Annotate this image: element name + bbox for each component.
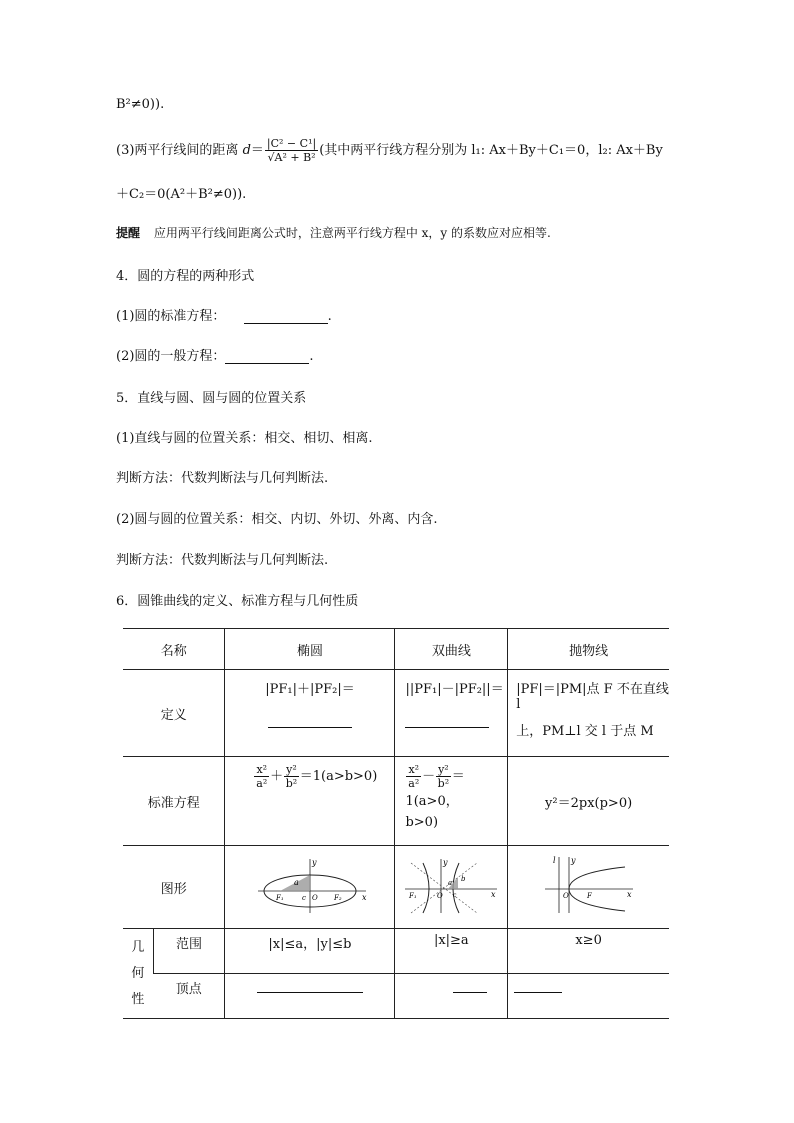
tip-text: 应用两平行线间距离公式时，注意两平行线方程中 x，y 的系数应对应相等. [153, 226, 551, 240]
item-3-rest: (其中两平行线方程分别为 l₁: Ax＋By＋C₁＝0，l₂: Ax＋By [319, 143, 663, 158]
svg-text:x: x [491, 890, 496, 899]
svg-text:F: F [586, 892, 592, 900]
parabola-definition-line-2: 上，PM⊥l 交 l 于点 M [516, 724, 654, 739]
svg-text:O: O [437, 892, 444, 900]
header-hyperbola: 双曲线 [395, 629, 508, 670]
standard-ellipse: $\frac{\text{x²}}{\text{a²}}$ ＋ $\frac{\text{y²}}{\text{b²}}$ ＝1(a>b>0) [225, 757, 395, 846]
section-5-method-1: 判断方法：代数判断法与几何判断法. [116, 471, 329, 486]
definition-row [123, 670, 669, 757]
range-label: 范围 [153, 929, 225, 974]
geometric-properties-label [123, 929, 153, 1019]
svg-text:l: l [552, 856, 556, 865]
svg-text:F₂: F₂ [333, 894, 342, 902]
vertex-hyperbola-blank [453, 992, 487, 993]
vertex-parabola-blank [514, 992, 562, 993]
ellipse-definition-blank [268, 727, 352, 728]
hyperbola-y-frac: $\frac{\text{y²}}{\text{b²}}$ [437, 763, 450, 790]
standard-hyperbola: $\frac{\text{x²}}{\text{a²}}$ － $\frac{\text{y²}}{\text{b²}}$ ＝1(a>0， b>0) [395, 757, 508, 846]
item-3-lead: (3)两平行线间的距离 [116, 143, 239, 158]
svg-text:O: O [311, 894, 318, 902]
top-fragment: B²≠0)). [116, 97, 165, 112]
ellipse-y-frac: $\frac{\text{y²}}{\text{b²}}$ [285, 763, 298, 790]
table-header-row [123, 629, 669, 670]
section-5-item-1: (1)直线与圆的位置关系：相交、相切、相离. [116, 431, 373, 446]
definition-ellipse [225, 670, 395, 757]
parabola-figure [539, 855, 639, 915]
fraction-denominator: √A² + B² [267, 151, 316, 164]
hyperbola-figure-cell [395, 846, 508, 929]
general-equation-label: (2)圆的一般方程： [116, 349, 226, 364]
hyperbola-definition-text: ||PF₁|－|PF₂||＝ [405, 682, 504, 697]
hyperbola-x-frac: $\frac{\text{x²}}{\text{a²}}$ [408, 763, 420, 790]
section-5-method-2: 判断方法：代数判断法与几何判断法. [116, 553, 329, 568]
ellipse-equation-tail: ＝1(a>b>0) [299, 769, 378, 784]
standard-equation-row [123, 757, 669, 846]
general-equation-blank [225, 363, 309, 364]
hyperbola-equation-cont: b>0) [405, 815, 439, 830]
parabola-figure-cell [508, 846, 669, 929]
vertex-hyperbola [395, 974, 508, 1019]
header-name: 名称 [123, 629, 225, 670]
fraction-numerator: |C² − C¹| [266, 137, 317, 150]
standard-equation-label-cell: 标准方程 [123, 757, 225, 846]
distance-fraction [265, 137, 318, 164]
distance-variable: d [242, 143, 251, 158]
definition-label: 定义 [123, 670, 225, 757]
hyperbola-figure [401, 855, 501, 915]
item-3-line-2: ＋C₂＝0(A²＋B²≠0)). [116, 187, 247, 202]
vertex-ellipse [225, 974, 395, 1019]
standard-parabola: y²＝2px(p>0) [508, 757, 669, 846]
svg-text:c: c [301, 894, 306, 902]
ellipse-x-frac: $\frac{\text{x²}}{\text{a²}}$ [256, 763, 268, 790]
tip-label: 提醒 [116, 226, 141, 240]
section-5-item-2: (2)圆与圆的位置关系：相交、内切、外切、外离、内含. [116, 512, 438, 527]
svg-text:F₁: F₁ [275, 894, 284, 902]
svg-text:a: a [293, 878, 299, 887]
svg-text:y: y [570, 856, 576, 865]
conic-sections-table [123, 628, 669, 1019]
figure-row [123, 846, 669, 929]
vertex-row [123, 974, 669, 1019]
range-ellipse: |x|≤a，|y|≤b [225, 929, 395, 974]
vertex-ellipse-blank [257, 992, 363, 993]
range-hyperbola: |x|≥a [395, 929, 508, 974]
ellipse-figure [250, 855, 370, 915]
ellipse-figure-cell [225, 846, 395, 929]
svg-text:x: x [361, 893, 367, 902]
hyperbola-definition-blank [405, 727, 489, 728]
item-3-line-1 [116, 137, 663, 164]
section-4-item-1: (1)圆的标准方程： . [116, 309, 332, 324]
geo-char-1: 几 [131, 939, 145, 955]
section-6-title: 6．圆锥曲线的定义、标准方程与几何性质 [116, 594, 359, 609]
definition-hyperbola [395, 670, 508, 757]
hyperbola-equation-tail: ＝1(a>0， [405, 769, 465, 809]
figure-label: 图形 [123, 846, 225, 929]
header-parabola: 抛物线 [508, 629, 669, 670]
svg-text:a: a [448, 879, 453, 887]
svg-text:b: b [461, 875, 466, 883]
geo-char-2: 何 [131, 965, 145, 981]
vertex-parabola [508, 974, 669, 1019]
geo-char-3: 性 [131, 991, 145, 1007]
definition-parabola [508, 670, 669, 757]
section-4-title: 4．圆的方程的两种形式 [116, 269, 255, 284]
range-parabola: x≥0 [508, 929, 669, 974]
parabola-definition-line-1: |PF|＝|PM|点 F 不在直线 l [516, 682, 669, 712]
svg-text:y: y [311, 858, 317, 867]
tip-line [116, 224, 551, 241]
vertex-label: 顶点 [153, 974, 225, 1019]
header-ellipse: 椭圆 [225, 629, 395, 670]
equals-sign: ＝ [250, 143, 264, 158]
section-5-title: 5．直线与圆、圆与圆的位置关系 [116, 391, 307, 406]
svg-text:c: c [453, 892, 457, 899]
svg-text:x: x [626, 890, 632, 899]
standard-equation-blank [244, 323, 328, 324]
svg-text:F₁: F₁ [409, 892, 417, 900]
svg-text:y: y [443, 858, 448, 867]
standard-equation-label: (1)圆的标准方程： [116, 309, 226, 324]
ellipse-definition-text: |PF₁|＋|PF₂|＝ [265, 682, 355, 697]
range-row [123, 929, 669, 974]
section-4-item-2: (2)圆的一般方程： . [116, 349, 314, 364]
svg-text:O: O [562, 892, 569, 900]
